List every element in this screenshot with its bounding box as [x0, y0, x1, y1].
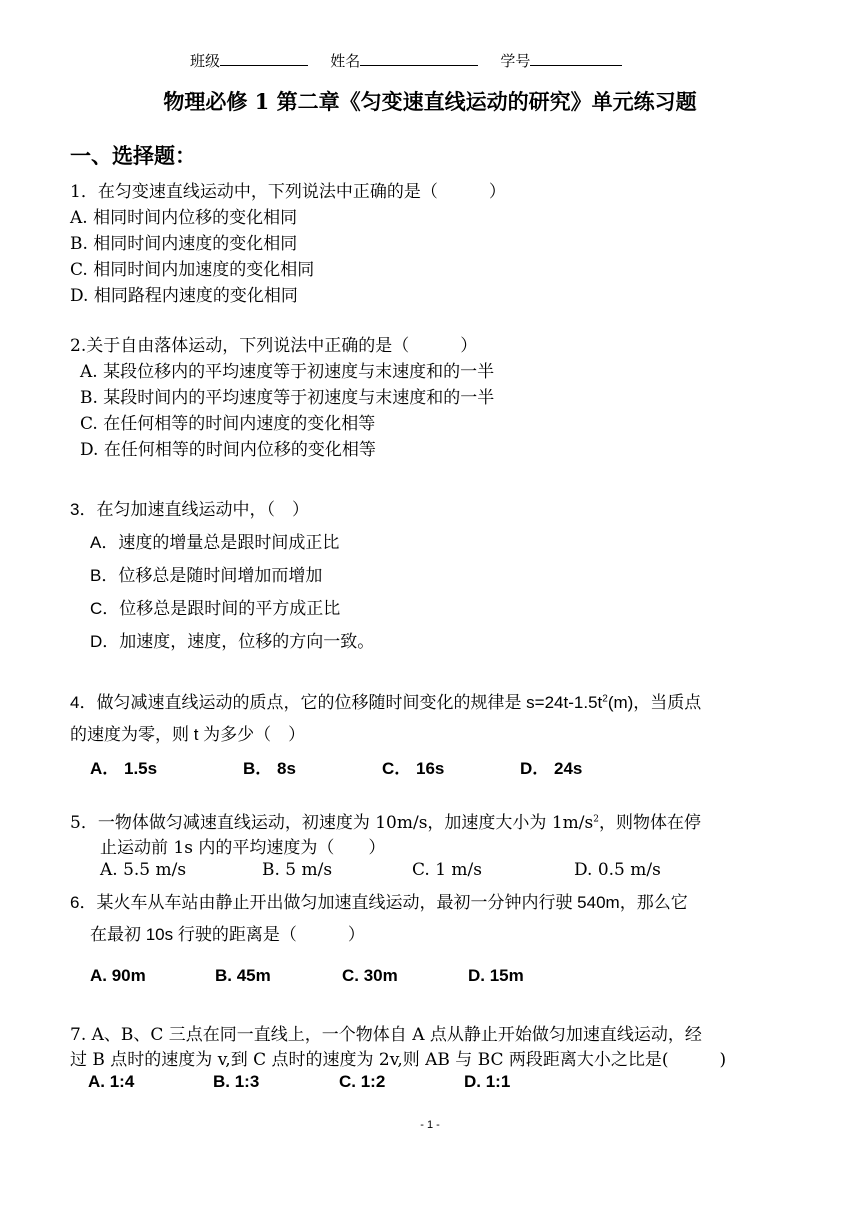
question-7-stem-line-2: 过 B 点时的速度为 v,到 C 点时的速度为 2v,则 AB 与 BC 两段距离大小之比是( ): [70, 1050, 727, 1070]
student-id-label: 学号: [500, 53, 531, 70]
question-4-stem-text-a: 4．做匀减速直线运动的质点，它的位移随时间变化的规律是 s=24t-1.5t: [70, 693, 603, 712]
question-4-stem-line-1: [70, 688, 701, 713]
question-2-stem: 2.关于自由落体运动，下列说法中正确的是（ ）: [70, 336, 478, 356]
class-blank: [220, 52, 308, 66]
question-5-stem-line-1: [70, 808, 701, 833]
question-1-option-a: A. 相同时间内位移的变化相同: [70, 208, 298, 228]
question-4-exponent: 2: [602, 693, 608, 705]
question-6-option-b: B. 45m: [215, 966, 271, 985]
question-5-stem-text-b: ，则物体在停: [598, 813, 701, 833]
question-5-stem-line-2: 止运动前 1s 内的平均速度为（ ）: [100, 838, 386, 858]
question-2-option-a: A. 某段位移内的平均速度等于初速度与末速度和的一半: [80, 362, 495, 382]
question-6-option-c: C. 30m: [342, 966, 398, 985]
student-id-blank: [530, 52, 622, 66]
question-3-option-d: D．加速度，速度，位移的方向一致。: [90, 632, 375, 651]
question-4-option-a: A． 1.5s: [90, 759, 158, 778]
question-5-exponent: 2: [593, 814, 599, 825]
question-6-option-d: D. 15m: [468, 966, 524, 985]
question-1-option-b: B. 相同时间内速度的变化相同: [70, 234, 298, 254]
question-5-option-a: A. 5.5 m/s: [100, 860, 187, 880]
class-label: 班级: [190, 53, 221, 70]
question-2-option-b: B. 某段时间内的平均速度等于初速度与末速度和的一半: [80, 388, 495, 408]
question-4-stem-text-b: (m)，当质点: [607, 693, 702, 712]
question-3-option-a: A．速度的增量总是跟时间成正比: [90, 533, 340, 552]
question-6-option-a: A. 90m: [90, 966, 146, 985]
question-7-stem-line-1: 7. A、B、C 三点在同一直线上，一个物体自 A 点从静止开始做匀加速直线运动，经: [70, 1025, 702, 1045]
question-1-option-d: D. 相同路程内速度的变化相同: [70, 286, 298, 306]
question-3-option-c: C．位移总是跟时间的平方成正比: [90, 599, 341, 618]
question-7-option-b: B. 1:3: [213, 1072, 260, 1091]
question-7-option-d: D. 1:1: [464, 1072, 511, 1091]
question-4-option-d: D． 24s: [520, 759, 583, 778]
question-1-option-c: C. 相同时间内加速度的变化相同: [70, 260, 315, 280]
page-title: 物理必修 1 第二章《匀变速直线运动的研究》单元练习题: [163, 89, 697, 114]
name-blank: [360, 52, 478, 66]
question-4-option-b: B． 8s: [243, 759, 296, 778]
section-heading: 一、选择题：: [70, 143, 196, 168]
question-3-stem: 3．在匀加速直线运动中，（ ）: [70, 500, 309, 519]
question-7-option-c: C. 1:2: [339, 1072, 386, 1091]
name-label: 姓名: [330, 53, 361, 70]
question-4-option-c: C． 16s: [382, 759, 445, 778]
question-5-option-b: B. 5 m/s: [262, 860, 333, 880]
question-5-option-d: D. 0.5 m/s: [574, 860, 661, 880]
question-5-option-c: C. 1 m/s: [412, 860, 483, 880]
question-2-option-c: C. 在任何相等的时间内速度的变化相等: [80, 414, 376, 434]
question-4-stem-line-2: 的速度为零，则 t 为多少（ ）: [70, 725, 306, 744]
question-7-option-a: A. 1:4: [88, 1072, 135, 1091]
question-1-stem: 1．在匀变速直线运动中，下列说法中正确的是（ ）: [70, 182, 506, 202]
question-6-stem-line-1: 6．某火车从车站由静止开出做匀加速直线运动，最初一分钟内行驶 540m，那么它: [70, 893, 688, 912]
question-5-stem-text-a: 5．一物体做匀减速直线运动，初速度为 10m/s，加速度大小为 1m/s: [70, 813, 594, 833]
question-3-option-b: B．位移总是随时间增加而增加: [90, 566, 323, 585]
question-6-stem-line-2: 在最初 10s 行驶的距离是（ ）: [90, 925, 365, 944]
page-number: - 1 -: [420, 1119, 440, 1131]
question-2-option-d: D. 在任何相等的时间内位移的变化相等: [80, 440, 376, 460]
student-info-header: [190, 50, 622, 71]
